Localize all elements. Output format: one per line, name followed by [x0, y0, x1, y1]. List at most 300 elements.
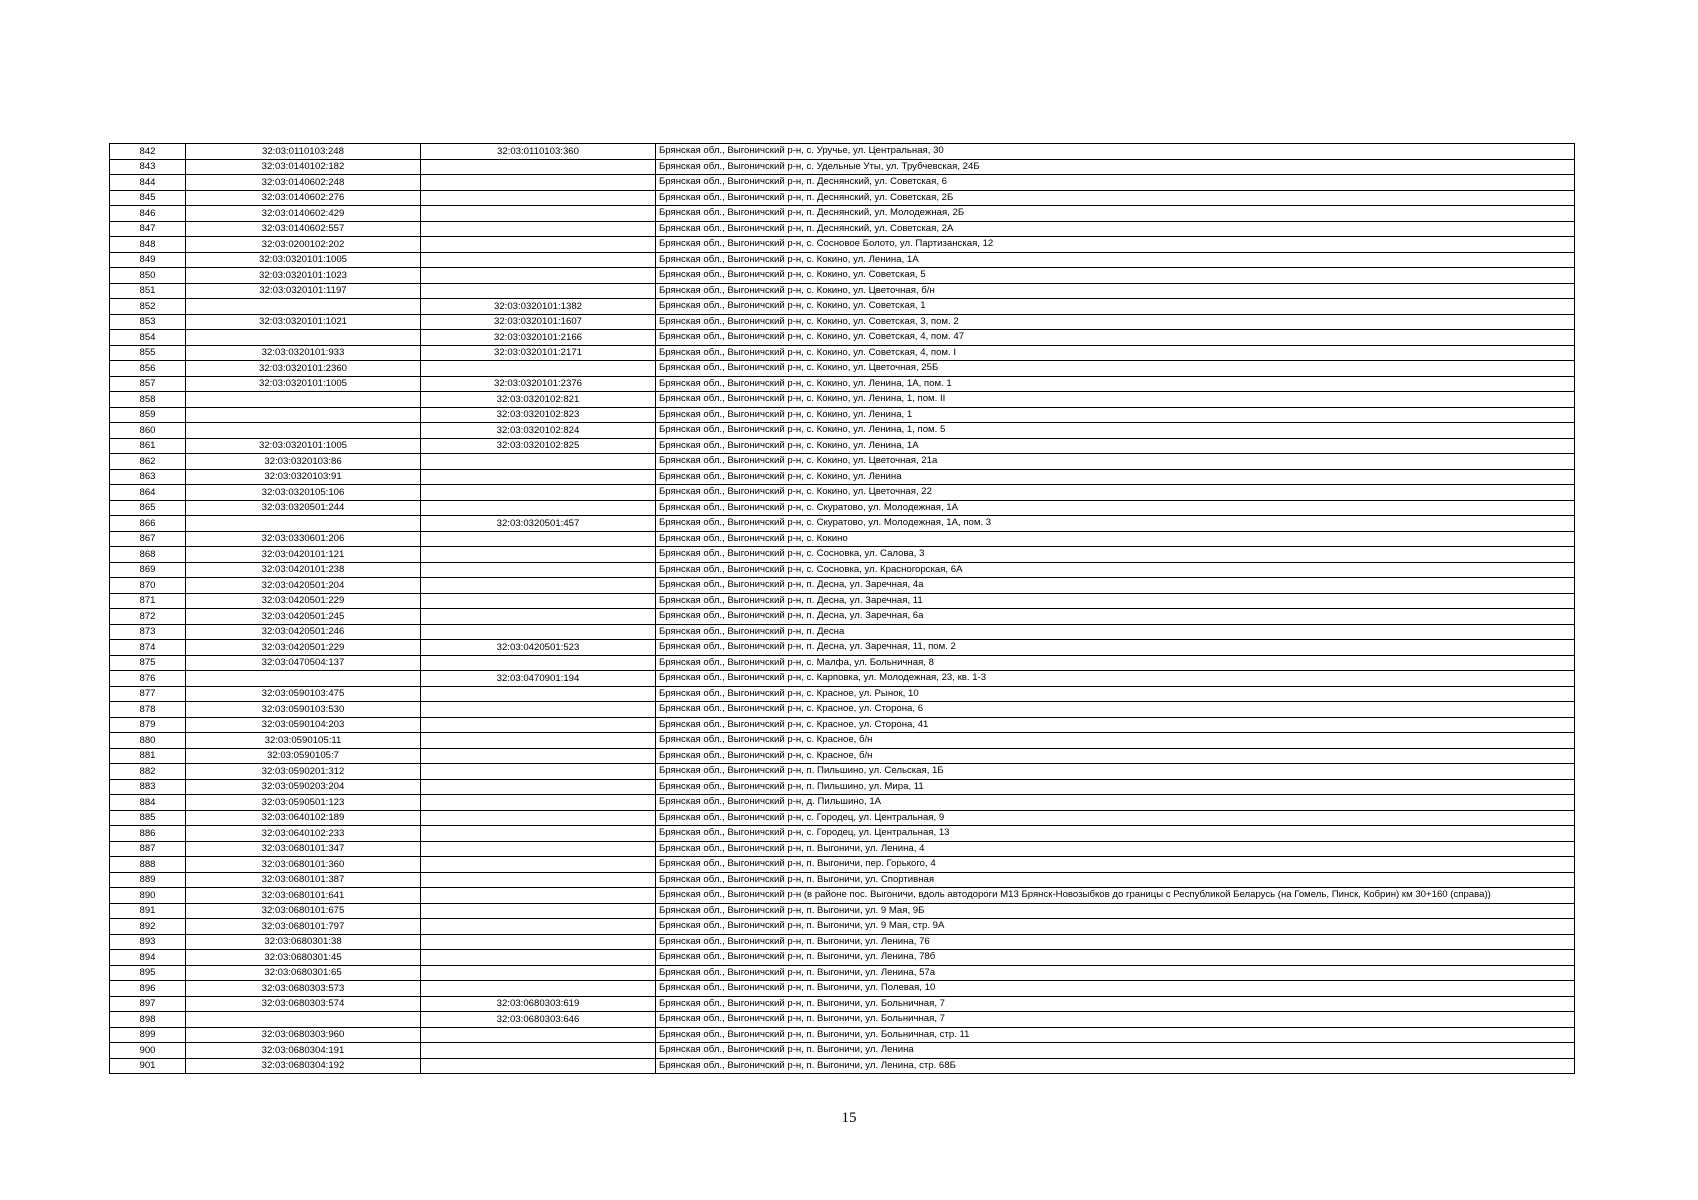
row-number-cell: 877 [110, 686, 186, 702]
row-number-cell: 858 [110, 392, 186, 408]
address-cell: Брянская обл., Выгоничский р-н, с. Кокино, ул. Цветочная, б/н [656, 283, 1575, 299]
address-cell: Брянская обл., Выгоничский р-н, п. Выгоничи, ул. 9 Мая, 9Б [656, 903, 1575, 919]
table-row [110, 609, 1575, 625]
row-number-cell: 847 [110, 221, 186, 237]
row-number-cell: 876 [110, 671, 186, 687]
address-cell: Брянская обл., Выгоничский р-н, с. Сосновка, ул. Салова, 3 [656, 547, 1575, 563]
address-cell: Брянская обл., Выгоничский р-н, с. Малфа, ул. Больничная, 8 [656, 655, 1575, 671]
table-row [110, 206, 1575, 222]
cadastral-number-cell: 32:03:0680101:797 [186, 919, 421, 935]
linked-cadastral-number-cell [421, 283, 656, 299]
address-cell: Брянская обл., Выгоничский р-н, п. Выгоничи, ул. Больничная, 7 [656, 996, 1575, 1012]
linked-cadastral-number-cell [421, 950, 656, 966]
table-row [110, 934, 1575, 950]
table-row [110, 268, 1575, 284]
row-number-cell: 891 [110, 903, 186, 919]
address-cell: Брянская обл., Выгоничский р-н, с. Кокино, ул. Цветочная, 21а [656, 454, 1575, 470]
row-number-cell: 884 [110, 795, 186, 811]
address-cell: Брянская обл., Выгоничский р-н, п. Выгоничи, ул. Ленина, 57а [656, 965, 1575, 981]
cadastral-number-cell [186, 330, 421, 346]
row-number-cell: 889 [110, 872, 186, 888]
cadastral-number-cell: 32:03:0140602:557 [186, 221, 421, 237]
table-row [110, 159, 1575, 175]
cadastral-number-cell: 32:03:0590501:123 [186, 795, 421, 811]
table-row [110, 996, 1575, 1012]
address-cell: Брянская обл., Выгоничский р-н, п. Выгоничи, ул. Ленина, 76 [656, 934, 1575, 950]
address-cell: Брянская обл., Выгоничский р-н, п. Десна [656, 624, 1575, 640]
linked-cadastral-number-cell [421, 857, 656, 873]
row-number-cell: 849 [110, 252, 186, 268]
cadastral-number-cell: 32:03:0200102:202 [186, 237, 421, 253]
linked-cadastral-number-cell [421, 361, 656, 377]
table-row [110, 314, 1575, 330]
address-cell: Брянская обл., Выгоничский р-н, п. Деснянский, ул. Советская, 6 [656, 175, 1575, 191]
row-number-cell: 894 [110, 950, 186, 966]
cadastral-number-cell: 32:03:0590104:203 [186, 717, 421, 733]
linked-cadastral-number-cell: 32:03:0320102:821 [421, 392, 656, 408]
table-row [110, 779, 1575, 795]
table-row [110, 299, 1575, 315]
table-row [110, 686, 1575, 702]
cadastral-number-cell: 32:03:0320101:1023 [186, 268, 421, 284]
table-row [110, 175, 1575, 191]
table-row [110, 640, 1575, 656]
address-cell: Брянская обл., Выгоничский р-н, п. Выгоничи, ул. Ленина, 78б [656, 950, 1575, 966]
linked-cadastral-number-cell [421, 1027, 656, 1043]
linked-cadastral-number-cell [421, 872, 656, 888]
address-cell: Брянская обл., Выгоничский р-н, с. Кокино, ул. Цветочная, 22 [656, 485, 1575, 501]
linked-cadastral-number-cell [421, 1043, 656, 1059]
table-row [110, 826, 1575, 842]
row-number-cell: 881 [110, 748, 186, 764]
row-number-cell: 843 [110, 159, 186, 175]
row-number-cell: 868 [110, 547, 186, 563]
address-cell: Брянская обл., Выгоничский р-н, с. Уручье, ул. Центральная, 30 [656, 144, 1575, 160]
linked-cadastral-number-cell: 32:03:0680303:646 [421, 1012, 656, 1028]
table-row [110, 717, 1575, 733]
address-cell: Брянская обл., Выгоничский р-н, п. Пильшино, ул. Мира, 11 [656, 779, 1575, 795]
address-cell: Брянская обл., Выгоничский р-н, п. Десна, ул. Заречная, 4а [656, 578, 1575, 594]
row-number-cell: 848 [110, 237, 186, 253]
address-cell: Брянская обл., Выгоничский р-н, п. Пильшино, ул. Сельская, 1Б [656, 764, 1575, 780]
row-number-cell: 896 [110, 981, 186, 997]
cadastral-number-cell: 32:03:0320103:86 [186, 454, 421, 470]
linked-cadastral-number-cell: 32:03:0320101:1382 [421, 299, 656, 315]
table-row [110, 469, 1575, 485]
linked-cadastral-number-cell [421, 748, 656, 764]
cadastral-number-cell: 32:03:0320101:2360 [186, 361, 421, 377]
cadastral-number-cell: 32:03:0680101:387 [186, 872, 421, 888]
cadastral-number-cell: 32:03:0320103:91 [186, 469, 421, 485]
linked-cadastral-number-cell [421, 686, 656, 702]
linked-cadastral-number-cell: 32:03:0110103:360 [421, 144, 656, 160]
linked-cadastral-number-cell: 32:03:0320102:823 [421, 407, 656, 423]
linked-cadastral-number-cell: 32:03:0320101:2166 [421, 330, 656, 346]
cadastral-number-cell: 32:03:0110103:248 [186, 144, 421, 160]
address-cell: Брянская обл., Выгоничский р-н, с. Красное, ул. Рынок, 10 [656, 686, 1575, 702]
address-cell: Брянская обл., Выгоничский р-н, с. Кокино, ул. Советская, 4, пом. 47 [656, 330, 1575, 346]
row-number-cell: 863 [110, 469, 186, 485]
linked-cadastral-number-cell [421, 624, 656, 640]
linked-cadastral-number-cell [421, 175, 656, 191]
address-cell: Брянская обл., Выгоничский р-н (в районе пос. Выгоничи, вдоль автодороги М13 Брянск-Новозыбков до границы с Республикой Беларусь (на Гомель, Пинск, Кобрин) км 30+160 (справа)) [656, 888, 1575, 904]
row-number-cell: 883 [110, 779, 186, 795]
land-register-table [109, 143, 1575, 1074]
cadastral-number-cell: 32:03:0590201:312 [186, 764, 421, 780]
row-number-cell: 898 [110, 1012, 186, 1028]
address-cell: Брянская обл., Выгоничский р-н, с. Кокино, ул. Советская, 1 [656, 299, 1575, 315]
table-row [110, 485, 1575, 501]
table-row [110, 888, 1575, 904]
row-number-cell: 871 [110, 593, 186, 609]
cadastral-number-cell: 32:03:0320101:1005 [186, 438, 421, 454]
linked-cadastral-number-cell: 32:03:0680303:619 [421, 996, 656, 1012]
linked-cadastral-number-cell [421, 562, 656, 578]
cadastral-number-cell: 32:03:0590103:530 [186, 702, 421, 718]
cadastral-number-cell: 32:03:0140602:276 [186, 190, 421, 206]
row-number-cell: 892 [110, 919, 186, 935]
table-row [110, 392, 1575, 408]
row-number-cell: 880 [110, 733, 186, 749]
linked-cadastral-number-cell [421, 888, 656, 904]
table-row [110, 190, 1575, 206]
address-cell: Брянская обл., Выгоничский р-н, с. Городец, ул. Центральная, 9 [656, 810, 1575, 826]
linked-cadastral-number-cell [421, 206, 656, 222]
table-row [110, 1058, 1575, 1074]
address-cell: Брянская обл., Выгоничский р-н, п. Деснянский, ул. Советская, 2Б [656, 190, 1575, 206]
row-number-cell: 874 [110, 640, 186, 656]
address-cell: Брянская обл., Выгоничский р-н, с. Кокино, ул. Советская, 5 [656, 268, 1575, 284]
linked-cadastral-number-cell: 32:03:0320101:2376 [421, 376, 656, 392]
linked-cadastral-number-cell [421, 903, 656, 919]
row-number-cell: 882 [110, 764, 186, 780]
address-cell: Брянская обл., Выгоничский р-н, п. Выгоничи, ул. Ленина, 4 [656, 841, 1575, 857]
address-cell: Брянская обл., Выгоничский р-н, с. Кокино, ул. Советская, 4, пом. I [656, 345, 1575, 361]
cadastral-number-cell: 32:03:0680101:347 [186, 841, 421, 857]
address-cell: Брянская обл., Выгоничский р-н, п. Деснянский, ул. Советская, 2А [656, 221, 1575, 237]
linked-cadastral-number-cell [421, 795, 656, 811]
cadastral-number-cell: 32:03:0140102:182 [186, 159, 421, 175]
table-row [110, 330, 1575, 346]
address-cell: Брянская обл., Выгоничский р-н, п. Выгоничи, ул. Ленина [656, 1043, 1575, 1059]
table-row [110, 500, 1575, 516]
linked-cadastral-number-cell [421, 919, 656, 935]
linked-cadastral-number-cell [421, 268, 656, 284]
linked-cadastral-number-cell: 32:03:0320102:825 [421, 438, 656, 454]
address-cell: Брянская обл., Выгоничский р-н, с. Кокино, ул. Ленина, 1А [656, 252, 1575, 268]
address-cell: Брянская обл., Выгоничский р-н, с. Скуратово, ул. Молодежная, 1А, пом. 3 [656, 516, 1575, 532]
linked-cadastral-number-cell [421, 810, 656, 826]
table-row [110, 562, 1575, 578]
table-row [110, 516, 1575, 532]
row-number-cell: 845 [110, 190, 186, 206]
linked-cadastral-number-cell [421, 965, 656, 981]
cadastral-number-cell: 32:03:0320501:244 [186, 500, 421, 516]
address-cell: Брянская обл., Выгоничский р-н, с. Кокино, ул. Цветочная, 25Б [656, 361, 1575, 377]
table-row [110, 345, 1575, 361]
row-number-cell: 866 [110, 516, 186, 532]
linked-cadastral-number-cell [421, 190, 656, 206]
row-number-cell: 899 [110, 1027, 186, 1043]
cadastral-number-cell [186, 1012, 421, 1028]
row-number-cell: 900 [110, 1043, 186, 1059]
row-number-cell: 850 [110, 268, 186, 284]
address-cell: Брянская обл., Выгоничский р-н, с. Кокино, ул. Ленина, 1, пом. II [656, 392, 1575, 408]
row-number-cell: 895 [110, 965, 186, 981]
cadastral-number-cell: 32:03:0680101:641 [186, 888, 421, 904]
linked-cadastral-number-cell [421, 702, 656, 718]
linked-cadastral-number-cell: 32:03:0420501:523 [421, 640, 656, 656]
cadastral-number-cell: 32:03:0320101:1005 [186, 376, 421, 392]
linked-cadastral-number-cell [421, 237, 656, 253]
address-cell: Брянская обл., Выгоничский р-н, п. Выгоничи, ул. Полевая, 10 [656, 981, 1575, 997]
linked-cadastral-number-cell [421, 469, 656, 485]
table-row [110, 671, 1575, 687]
row-number-cell: 897 [110, 996, 186, 1012]
linked-cadastral-number-cell [421, 593, 656, 609]
address-cell: Брянская обл., Выгоничский р-н, п. Десна, ул. Заречная, 6а [656, 609, 1575, 625]
address-cell: Брянская обл., Выгоничский р-н, с. Карповка, ул. Молодежная, 23, кв. 1-3 [656, 671, 1575, 687]
row-number-cell: 857 [110, 376, 186, 392]
cadastral-number-cell [186, 299, 421, 315]
linked-cadastral-number-cell [421, 221, 656, 237]
linked-cadastral-number-cell [421, 454, 656, 470]
row-number-cell: 887 [110, 841, 186, 857]
table-row [110, 531, 1575, 547]
cadastral-number-cell: 32:03:0590203:204 [186, 779, 421, 795]
linked-cadastral-number-cell [421, 779, 656, 795]
address-cell: Брянская обл., Выгоничский р-н, п. Выгоничи, ул. Больничная, 7 [656, 1012, 1575, 1028]
address-cell: Брянская обл., Выгоничский р-н, п. Выгоничи, ул. 9 Мая, стр. 9А [656, 919, 1575, 935]
linked-cadastral-number-cell [421, 547, 656, 563]
row-number-cell: 859 [110, 407, 186, 423]
row-number-cell: 893 [110, 934, 186, 950]
row-number-cell: 888 [110, 857, 186, 873]
row-number-cell: 851 [110, 283, 186, 299]
cadastral-number-cell: 32:03:0680101:675 [186, 903, 421, 919]
cadastral-number-cell: 32:03:0330601:206 [186, 531, 421, 547]
cadastral-number-cell: 32:03:0680301:65 [186, 965, 421, 981]
cadastral-number-cell: 32:03:0420501:246 [186, 624, 421, 640]
row-number-cell: 875 [110, 655, 186, 671]
row-number-cell: 852 [110, 299, 186, 315]
table-row [110, 423, 1575, 439]
cadastral-number-cell: 32:03:0680303:960 [186, 1027, 421, 1043]
address-cell: Брянская обл., Выгоничский р-н, с. Красное, ул. Сторона, 6 [656, 702, 1575, 718]
table-row [110, 454, 1575, 470]
table-row [110, 438, 1575, 454]
row-number-cell: 864 [110, 485, 186, 501]
address-cell: Брянская обл., Выгоничский р-н, п. Десна, ул. Заречная, 11 [656, 593, 1575, 609]
address-cell: Брянская обл., Выгоничский р-н, с. Сосновка, ул. Красногорская, 6А [656, 562, 1575, 578]
row-number-cell: 870 [110, 578, 186, 594]
table-row [110, 748, 1575, 764]
linked-cadastral-number-cell [421, 485, 656, 501]
cadastral-number-cell: 32:03:0680101:360 [186, 857, 421, 873]
table-row [110, 1027, 1575, 1043]
address-cell: Брянская обл., Выгоничский р-н, п. Деснянский, ул. Молодежная, 2Б [656, 206, 1575, 222]
cadastral-number-cell: 32:03:0680301:45 [186, 950, 421, 966]
cadastral-number-cell: 32:03:0680304:191 [186, 1043, 421, 1059]
cadastral-number-cell [186, 671, 421, 687]
table-row [110, 252, 1575, 268]
address-cell: Брянская обл., Выгоничский р-н, п. Выгоничи, ул. Больничная, стр. 11 [656, 1027, 1575, 1043]
linked-cadastral-number-cell [421, 764, 656, 780]
linked-cadastral-number-cell [421, 578, 656, 594]
cadastral-number-cell: 32:03:0640102:233 [186, 826, 421, 842]
linked-cadastral-number-cell: 32:03:0320501:457 [421, 516, 656, 532]
linked-cadastral-number-cell [421, 841, 656, 857]
row-number-cell: 885 [110, 810, 186, 826]
table-row [110, 655, 1575, 671]
linked-cadastral-number-cell [421, 934, 656, 950]
address-cell: Брянская обл., Выгоничский р-н, с. Кокино, ул. Ленина, 1А, пом. 1 [656, 376, 1575, 392]
address-cell: Брянская обл., Выгоничский р-н, п. Десна, ул. Заречная, 11, пом. 2 [656, 640, 1575, 656]
cadastral-number-cell: 32:03:0420501:245 [186, 609, 421, 625]
row-number-cell: 846 [110, 206, 186, 222]
table-row [110, 857, 1575, 873]
cadastral-number-cell: 32:03:0140602:248 [186, 175, 421, 191]
linked-cadastral-number-cell: 32:03:0320102:824 [421, 423, 656, 439]
address-cell: Брянская обл., Выгоничский р-н, п. Выгоничи, ул. Ленина, стр. 68Б [656, 1058, 1575, 1074]
table-row [110, 144, 1575, 160]
table-row [110, 795, 1575, 811]
table-row [110, 733, 1575, 749]
table-row [110, 965, 1575, 981]
cadastral-number-cell: 32:03:0680301:38 [186, 934, 421, 950]
address-cell: Брянская обл., Выгоничский р-н, п. Выгоничи, пер. Горького, 4 [656, 857, 1575, 873]
table-row [110, 810, 1575, 826]
table-row [110, 237, 1575, 253]
cadastral-number-cell: 32:03:0680303:573 [186, 981, 421, 997]
table-row [110, 283, 1575, 299]
row-number-cell: 878 [110, 702, 186, 718]
row-number-cell: 844 [110, 175, 186, 191]
row-number-cell: 890 [110, 888, 186, 904]
linked-cadastral-number-cell [421, 826, 656, 842]
cadastral-number-cell [186, 516, 421, 532]
address-cell: Брянская обл., Выгоничский р-н, с. Кокино, ул. Ленина, 1А [656, 438, 1575, 454]
row-number-cell: 862 [110, 454, 186, 470]
row-number-cell: 854 [110, 330, 186, 346]
row-number-cell: 853 [110, 314, 186, 330]
table-row [110, 841, 1575, 857]
address-cell: Брянская обл., Выгоничский р-н, с. Скуратово, ул. Молодежная, 1А [656, 500, 1575, 516]
address-cell: Брянская обл., Выгоничский р-н, с. Кокино, ул. Ленина, 1, пом. 5 [656, 423, 1575, 439]
table-row [110, 578, 1575, 594]
address-cell: Брянская обл., Выгоничский р-н, с. Сосновое Болото, ул. Партизанская, 12 [656, 237, 1575, 253]
cadastral-number-cell: 32:03:0680304:192 [186, 1058, 421, 1074]
cadastral-number-cell [186, 392, 421, 408]
address-cell: Брянская обл., Выгоничский р-н, д. Пильшино, 1А [656, 795, 1575, 811]
address-cell: Брянская обл., Выгоничский р-н, с. Городец, ул. Центральная, 13 [656, 826, 1575, 842]
cadastral-number-cell: 32:03:0640102:189 [186, 810, 421, 826]
cadastral-number-cell [186, 407, 421, 423]
cadastral-number-cell: 32:03:0140602:429 [186, 206, 421, 222]
cadastral-number-cell: 32:03:0420101:238 [186, 562, 421, 578]
address-cell: Брянская обл., Выгоничский р-н, п. Выгоничи, ул. Спортивная [656, 872, 1575, 888]
cadastral-number-cell: 32:03:0680303:574 [186, 996, 421, 1012]
linked-cadastral-number-cell [421, 159, 656, 175]
table-row [110, 624, 1575, 640]
cadastral-number-cell: 32:03:0320101:1005 [186, 252, 421, 268]
linked-cadastral-number-cell [421, 733, 656, 749]
table-row [110, 950, 1575, 966]
row-number-cell: 855 [110, 345, 186, 361]
row-number-cell: 865 [110, 500, 186, 516]
linked-cadastral-number-cell: 32:03:0320101:2171 [421, 345, 656, 361]
row-number-cell: 861 [110, 438, 186, 454]
linked-cadastral-number-cell [421, 252, 656, 268]
cadastral-number-cell: 32:03:0590103:475 [186, 686, 421, 702]
linked-cadastral-number-cell [421, 655, 656, 671]
row-number-cell: 856 [110, 361, 186, 377]
table-row [110, 593, 1575, 609]
cadastral-number-cell: 32:03:0420101:121 [186, 547, 421, 563]
table-row [110, 221, 1575, 237]
table-row [110, 872, 1575, 888]
cadastral-number-cell: 32:03:0470504:137 [186, 655, 421, 671]
table-body [110, 144, 1575, 1074]
linked-cadastral-number-cell [421, 981, 656, 997]
table-row [110, 919, 1575, 935]
linked-cadastral-number-cell: 32:03:0470901:194 [421, 671, 656, 687]
table-row [110, 547, 1575, 563]
page-number: 15 [841, 1110, 857, 1126]
row-number-cell: 860 [110, 423, 186, 439]
linked-cadastral-number-cell [421, 1058, 656, 1074]
linked-cadastral-number-cell [421, 531, 656, 547]
table-row [110, 702, 1575, 718]
linked-cadastral-number-cell: 32:03:0320101:1607 [421, 314, 656, 330]
address-cell: Брянская обл., Выгоничский р-н, с. Красное, б/н [656, 748, 1575, 764]
linked-cadastral-number-cell [421, 609, 656, 625]
address-cell: Брянская обл., Выгоничский р-н, с. Кокино, ул. Ленина, 1 [656, 407, 1575, 423]
table-row [110, 764, 1575, 780]
cadastral-number-cell: 32:03:0590105:7 [186, 748, 421, 764]
row-number-cell: 873 [110, 624, 186, 640]
cadastral-number-cell: 32:03:0320101:1197 [186, 283, 421, 299]
row-number-cell: 872 [110, 609, 186, 625]
cadastral-number-cell: 32:03:0420501:229 [186, 593, 421, 609]
address-cell: Брянская обл., Выгоничский р-н, с. Удельные Уты, ул. Трубчевская, 24Б [656, 159, 1575, 175]
table-row [110, 376, 1575, 392]
row-number-cell: 867 [110, 531, 186, 547]
row-number-cell: 901 [110, 1058, 186, 1074]
row-number-cell: 879 [110, 717, 186, 733]
table-row [110, 903, 1575, 919]
cadastral-number-cell: 32:03:0420501:229 [186, 640, 421, 656]
row-number-cell: 886 [110, 826, 186, 842]
row-number-cell: 869 [110, 562, 186, 578]
linked-cadastral-number-cell [421, 500, 656, 516]
table-row [110, 1043, 1575, 1059]
linked-cadastral-number-cell [421, 717, 656, 733]
table-row [110, 1012, 1575, 1028]
table-row [110, 407, 1575, 423]
address-cell: Брянская обл., Выгоничский р-н, с. Кокино, ул. Советская, 3, пом. 2 [656, 314, 1575, 330]
cadastral-number-cell: 32:03:0320101:1021 [186, 314, 421, 330]
cadastral-number-cell: 32:03:0320105:106 [186, 485, 421, 501]
row-number-cell: 842 [110, 144, 186, 160]
address-cell: Брянская обл., Выгоничский р-н, с. Кокино [656, 531, 1575, 547]
table-row [110, 361, 1575, 377]
table-row [110, 981, 1575, 997]
cadastral-number-cell: 32:03:0420501:204 [186, 578, 421, 594]
cadastral-number-cell: 32:03:0590105:11 [186, 733, 421, 749]
cadastral-number-cell [186, 423, 421, 439]
address-cell: Брянская обл., Выгоничский р-н, с. Красное, б/н [656, 733, 1575, 749]
